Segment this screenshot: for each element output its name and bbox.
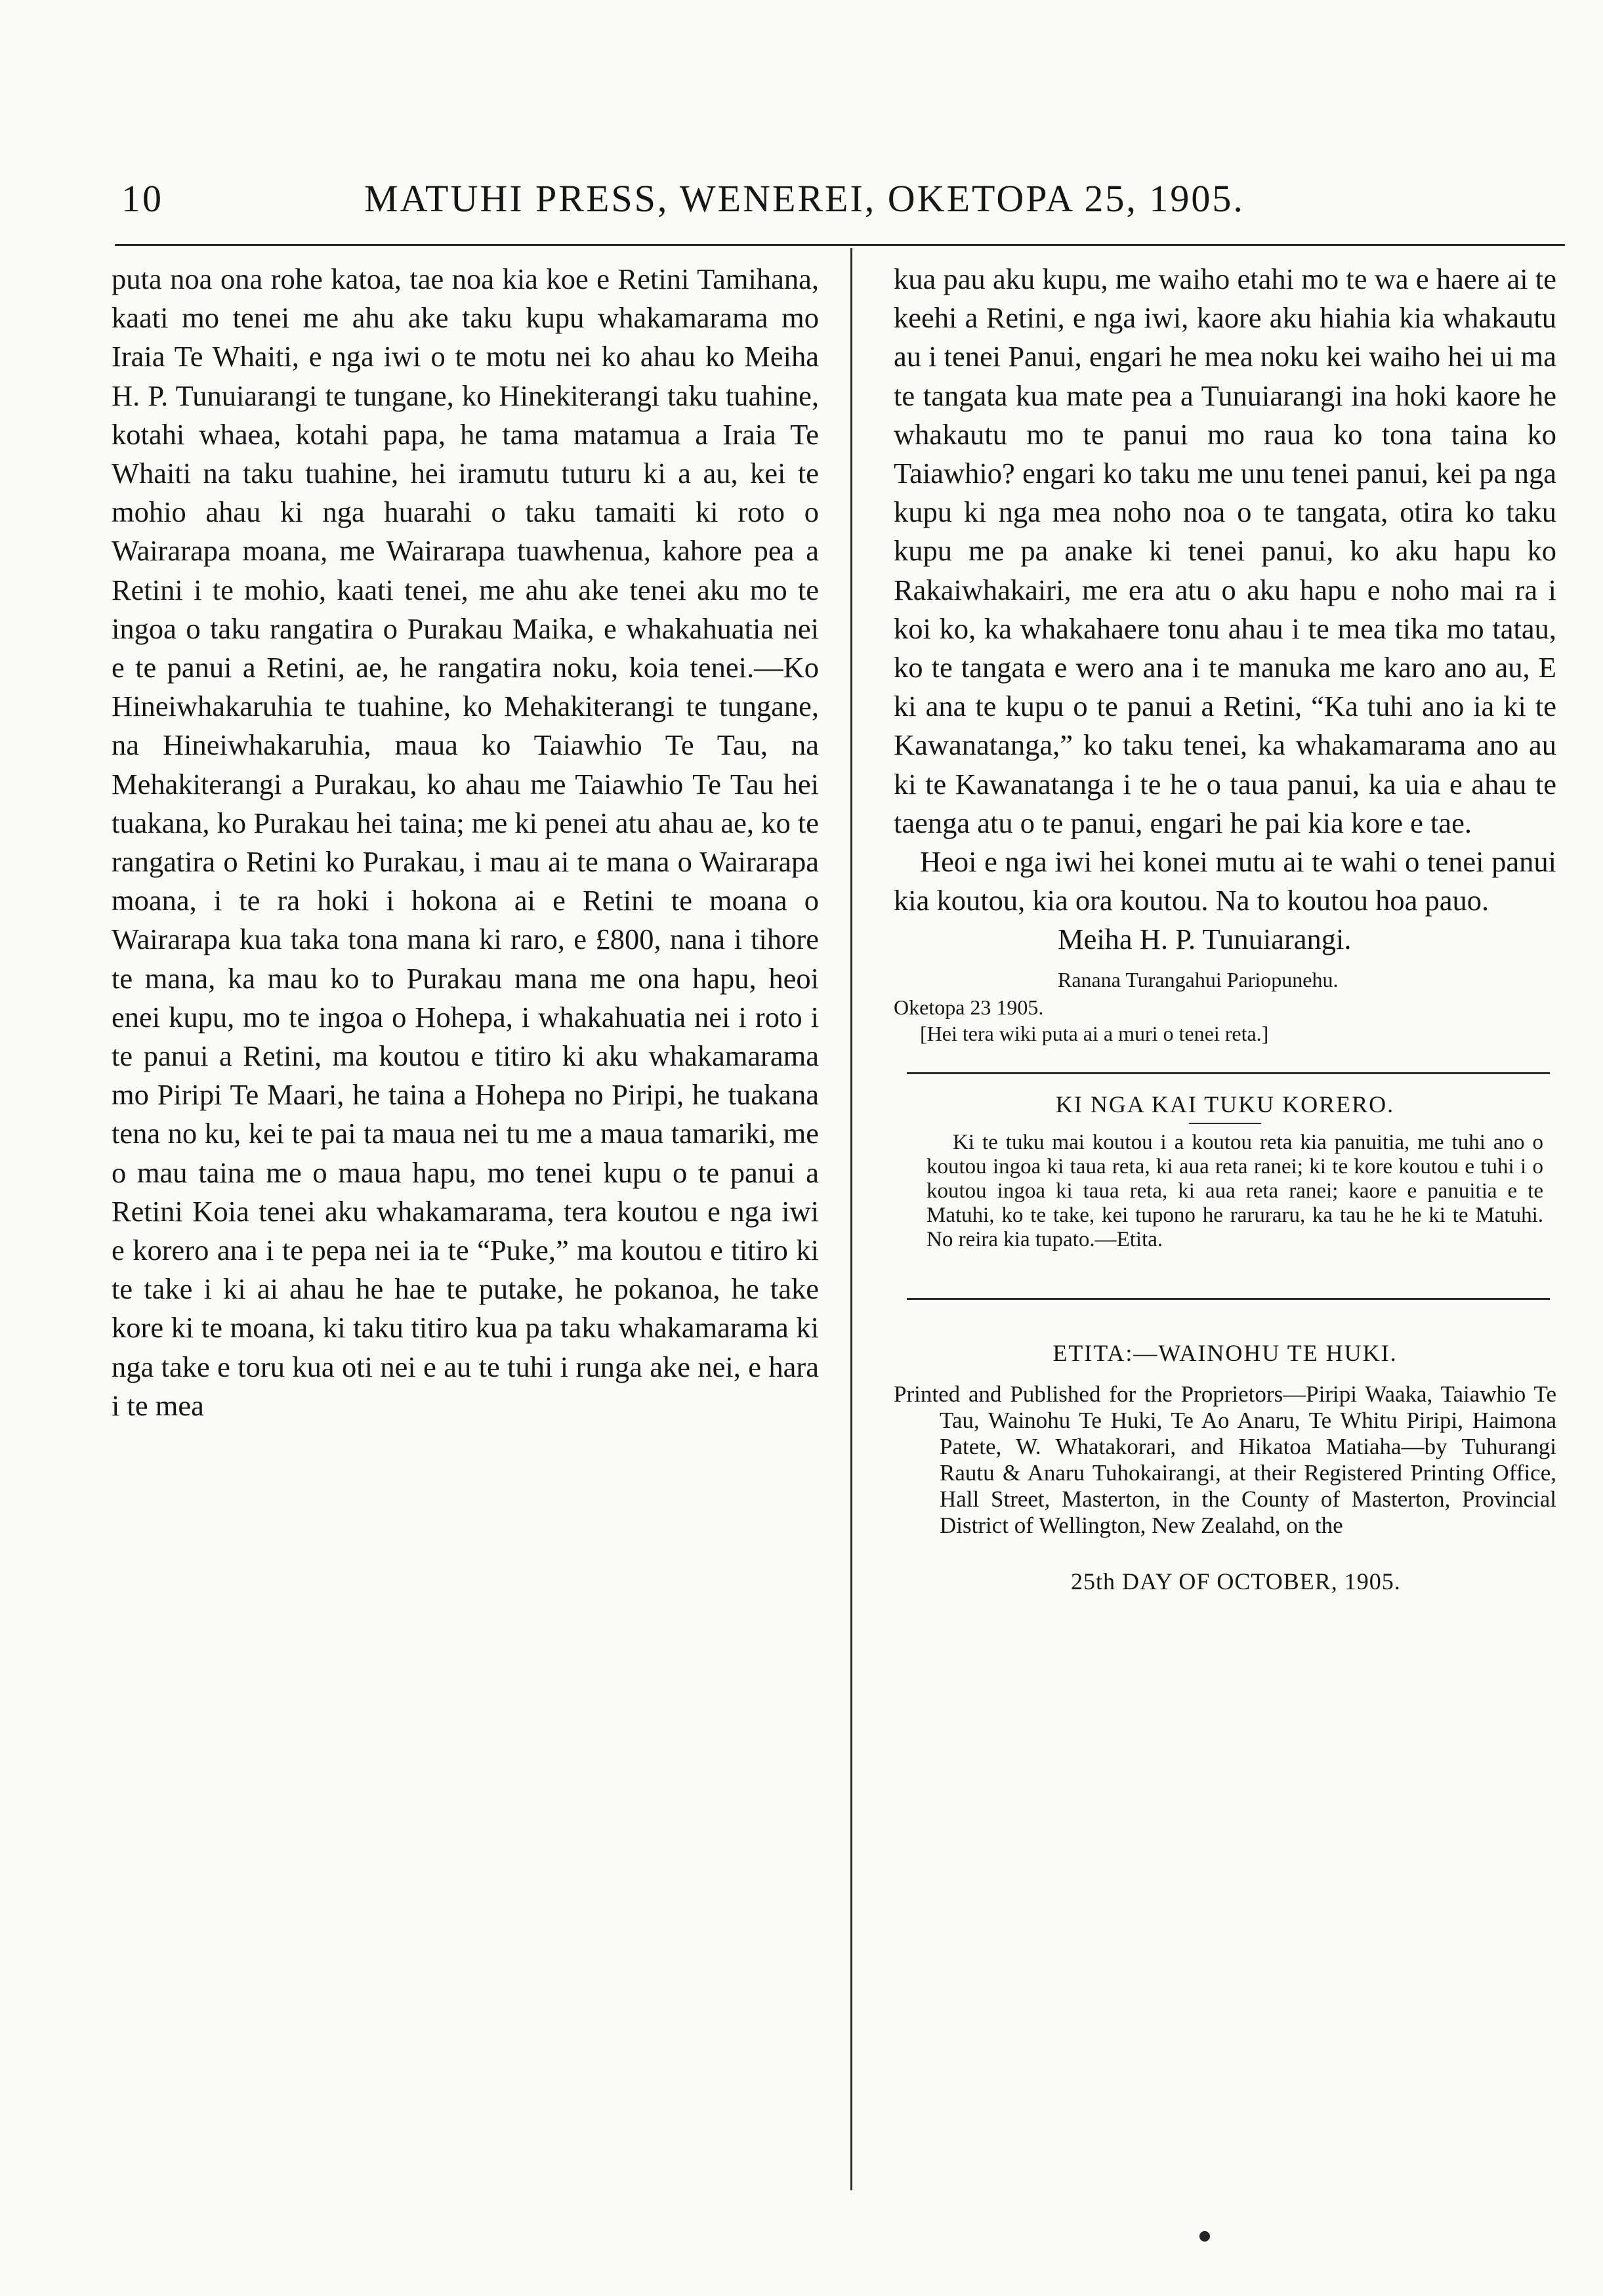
letter-date: Oketopa 23 1905. <box>894 995 1044 1019</box>
editor-title: ETITA:—WAINOHU TE HUKI. <box>1052 1339 1398 1366</box>
letter-paragraph: kua pau aku kupu, me waiho etahi mo te wa e haere ai te keehi a Retini, e nga iwi, kaore aku hiahia kia whakautu au i tenei Panui, engari he mea noku kei waiho hei ui ma te tangata kua mate pea a Tunuiarangi ina hoki kaore he whakautu mo te panui mo raua ko tona taina ko Taiawhio? engari ko taku me unu tenei panui, kei pa nga kupu ki nga mea noho noa o te tangata, otira ko taku kupu me pa anake ki tenei panui, ko aku hapu ko Rakaiwhakairi, me era atu o aku hapu e noho mai ra i koi ko, ka whakahaere tonu ahau i te mea tika mo tatau, ko te tangata e wero ana i te manuka me karo ano au, E ki ana te kupu o te panui a Retini, “Ka tuhi ano ia ki te Kawanatanga,” ko taku tenei, ka whakamarama ano au ki te Kawanatanga i te he o taua panui, ka uia e ahau te taenga atu o te panui, engari he pai kia kore e tae. <box>894 262 1556 839</box>
section-rule <box>907 1298 1550 1300</box>
ink-dot <box>1199 2231 1210 2242</box>
publication-date: 25th DAY OF OCTOBER, 1905. <box>1071 1568 1401 1595</box>
notice-title-rule <box>1189 1123 1261 1124</box>
continuation-note: [Hei tera wiki puta ai a muri o tenei reta.] <box>920 1021 1269 1045</box>
left-column <box>112 260 819 1425</box>
letter-address: Ranana Turangahui Pariopunehu. <box>1058 967 1339 991</box>
notice-body: Ki te tuku mai koutou i a koutou reta kia panuitia, me tuhi ano o koutou ingoa ki taua reta, ki aua reta ranei; ki te kore koutou e tuhi i o koutou ingoa ki taua reta, ki aua reta ranei; kaore e panuitia e te Matuhi, ko te take, kei tupono he raruraru, ka tau he he ki te Matuhi. No reira kia tupato.—Etita. <box>926 1130 1543 1251</box>
imprint-text: Printed and Published for the Proprietors—Piripi Waaka, Taiawhio Te Tau, Wainohu Te Huki, Te Ao Anaru, Te Whitu Piripi, Haimona Patete, W. Whatakorari, and Hikatoa Matiaha—by Tuhurangi Rautu & Anaru Tuhokairangi, at their Registered Printing Office, Hall Street, Masterton, in the County of Masterton, Provincial District of Wellington, New Zealahd, on the <box>894 1381 1556 1538</box>
column-divider <box>850 248 852 2190</box>
letter-signature: Meiha H. P. Tunuiarangi. <box>1058 923 1352 956</box>
page-header <box>121 172 1493 224</box>
section-rule <box>907 1072 1550 1074</box>
notice-title: KI NGA KAI TUKU KORERO. <box>1055 1091 1395 1117</box>
newspaper-title: MATUHI PRESS, WENEREI, OKETOPA 25, 1905. <box>364 177 1245 220</box>
page-number: 10 <box>121 177 163 220</box>
left-column-text: puta noa ona rohe katoa, tae noa kia koe e Retini Tamihana, kaati mo tenei me ahu ake taku kupu whakamarama mo Iraia Te Whaiti, e nga iwi o te motu nei ko ahau ko Meiha H. P. Tunuiarangi te tungane, ko Hinekiterangi taku tuahine, kotahi whaea, kotahi papa, he tama matamua a Iraia Te Whaiti na taku tuahine, hei iramutu tuturu ki a au, kei te mohio ahau ki nga huarahi o taku tamaiti ki roto o Wairarapa moana, me Wairarapa tuawhenua, kahore pea a Retini i te mohio, kaati tenei, me ahu ake tenei aku mo te ingoa o taku rangatira o Purakau Maika, e whakahuatia nei e te panui a Retini, ae, he rangatira noku, koia tenei.—Ko Hineiwhakaruhia te tuahine, ko Mehakiterangi te tungane, na Hineiwhakaruhia, maua ko Taiawhio Te Tau, na Mehakiterangi a Purakau, ko ahau me Taiawhio Te Tau hei tuakana, ko Purakau hei taina; me ki penei atu ahau ae, ko te rangatira o Retini ko Purakau, i mau ai te mana o Wairarapa moana, i te ra hoki i hokona ai e Retini te moana o Wairarapa kua taka tona mana ki raro, e £800, nana i tihore te mana, ka mau ko to Purakau mana me ona hapu, heoi enei kupu, mo te ingoa o Hohepa, i whakahuatia nei i roto i te panui a Retini, ma koutou e titiro ki aku whakamarama mo Piripi Te Maari, he taina a Hohepa no Piripi, he tuakana tena no ku, kei te pai ta maua nei tu me a maua tamariki, me o mau taina me o maua hapu, mo tenei kupu o te panui a Retini Koia tenei aku whakamarama, tera koutou e nga iwi e korero ana i te pepa nei ia te “Puke,” ma koutou e titiro ki te take i ki ai ahau he hae te putake, he pokanoa, he take kore ki te moana, ki taku titiro kua pa taku whakamarama ki nga take e toru kua oti nei e au te tuhi i runga ake nei, e hara i te mea <box>112 262 819 1422</box>
letter-closing: Heoi e nga iwi hei konei mutu ai te wahi o tenei panui kia koutou, kia ora koutou. Na to koutou hoa pauo. <box>894 845 1556 917</box>
right-column <box>894 260 1556 1595</box>
header-rule <box>115 244 1565 246</box>
